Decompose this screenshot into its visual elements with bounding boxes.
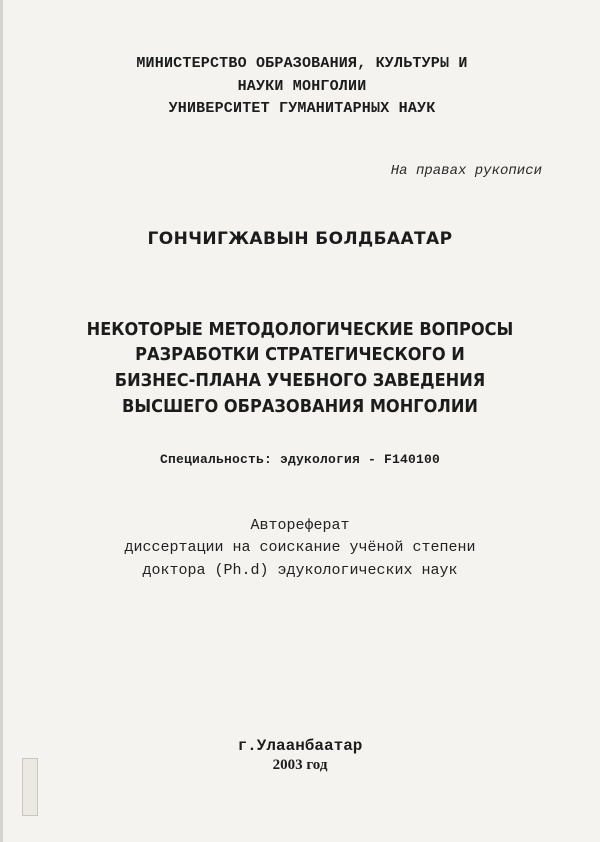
title-line: РАЗРАБОТКИ СТРАТЕГИЧЕСКОГО И [135, 344, 465, 365]
ministry-name-line-1: МИНИСТЕРСТВО ОБРАЗОВАНИЯ, КУЛЬТУРЫ И [136, 55, 468, 72]
scan-margin-mark [22, 758, 38, 816]
abstract-line: доктора (Ph.d) эдукологических наук [142, 562, 458, 579]
university-name: УНИВЕРСИТЕТ ГУМАНИТАРНЫХ НАУК [168, 100, 436, 117]
abstract-line: диссертации на соискание учёной степени [124, 539, 476, 556]
ministry-name-line-2: НАУКИ МОНГОЛИИ [237, 78, 367, 95]
year: 2003 год [272, 757, 328, 773]
author-name: ГОНЧИГЖАВЫН БОЛДБААТАР [147, 229, 453, 249]
title-line: НЕКОТОРЫЕ МЕТОДОЛОГИЧЕСКИЕ ВОПРОСЫ [86, 319, 514, 340]
manuscript-note: На правах рукописи [390, 163, 542, 179]
title-line: ВЫСШЕГО ОБРАЗОВАНИЯ МОНГОЛИИ [122, 396, 478, 417]
abstract-line: Автореферат [250, 517, 350, 534]
specialty-line: Специальность: эдукология - F140100 [159, 452, 441, 467]
city: г.Улаанбаатар [237, 737, 363, 755]
title-line: БИЗНЕС-ПЛАНА УЧЕБНОГО ЗАВЕДЕНИЯ [114, 370, 486, 391]
